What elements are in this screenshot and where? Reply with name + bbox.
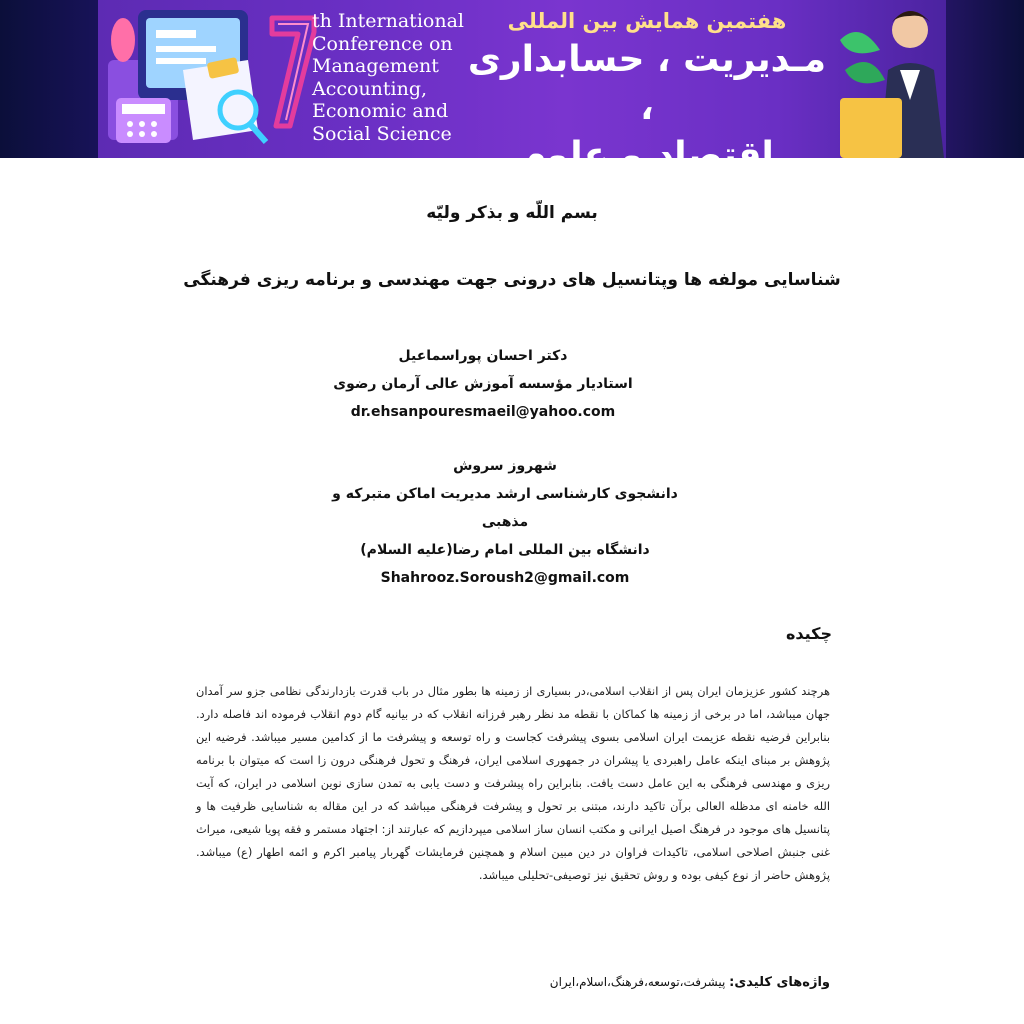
abstract-body: هرچند کشور عزیزمان ایران پس از انقلاب اسلامی،در بسیاری از زمینه ها بطور مثال در باب قدرت بازدارندگی نظامی جزو سر آمدان جهان میباشد، اما در برخی از زمینه ها کماکان با نقطه مد نظر رهبر فرزانه انقلاب که در بیانیه گام دوم انقلاب فرموده اند فاصله دارد. بنابراین فرضیه نقطه عزیمت ایران اسلامی بسوی پیشرفت کجاست و راه توسعه و پیشرفت ما از کدامین مسیر میباشد. فرضیه این پژوهش بر مبنای اینکه عامل راهبردی یا پیشران در جمهوری اسلامی ایران، فرهنگ و تحول فرهنگی درون زا است که میتوان با برنامه ریزی و مهندسی فرهنگی به این عامل دست یافت. بنابراین راه پیشرفت و دست یابی به تمدن سازی نوین اسلامی در ایران، که آیت الله خامنه ای مدظله العالی برآن تاکید دارند، مبتنی بر تحول و پیشرفت فرهنگی میباشد که در این مقاله به شناسایی ظرفیت ها و پتانسیل های موجود در فرهنگ اصیل ایرانی و مکتب انسان ساز اسلامی میپردازیم که عبارتند از: اجتهاد مستمر و فقه پویا شیعی، میراث غنی جنبش اصلاحی اسلامی، تاکیدات فراوان در دین مبین اسلام و همچنین فرمایشات گهربار پیامبر اکرم و ائمه اطهار (ع) میباشد. پژوهش حاضر از نوع کیفی بوده و روش تحقیق نیز توصیفی-تحلیلی میباشد. (196, 684, 830, 882)
author-2-affiliation-2: دانشگاه بین المللی امام رضا(علیه السلام) (360, 542, 650, 558)
keywords-label: واژه‌های کلیدی: (729, 975, 830, 990)
author-2-email: Shahrooz.Soroush2@gmail.com (380, 570, 630, 586)
author-2-block (330, 452, 680, 592)
abstract-heading: چکیده (785, 624, 832, 643)
bismillah-heading: بسم اللّه و بذکر ولیّه (426, 203, 598, 223)
author-2-name: شهروز سروش (453, 458, 557, 474)
author-1-email: dr.ehsanpouresmaeil@yahoo.com (350, 404, 616, 420)
fa-title-line-2: مـدیریت ، حسابداری ، (467, 39, 827, 128)
conference-persian-title (462, 6, 832, 228)
en-line: Social Science (312, 122, 452, 145)
conference-english-title (312, 10, 462, 145)
keywords-line (550, 975, 830, 990)
keywords-list: پیشرفت،توسعه،فرهنگ،اسلام،ایران (549, 975, 726, 989)
author-1-affiliation: استادیار مؤسسه آموزش عالی آرمان رضوی (333, 376, 633, 392)
en-line: Accounting, (312, 77, 428, 100)
en-line: Management (312, 55, 439, 77)
accounting-illustration-icon (98, 0, 288, 158)
fa-title-line-1: هفتمین همایش بین المللی (507, 9, 787, 33)
person-with-laptop-icon (840, 0, 950, 158)
author-1-name: دکتر احسان پوراسماعیل (398, 348, 568, 364)
seven-numeral-icon (268, 12, 318, 132)
en-line: Economic and (312, 100, 449, 122)
author-1-block (330, 342, 636, 426)
author-2-affiliation: دانشجوی کارشناسی ارشد مدیریت اماکن متبرکه و مذهبی (332, 486, 678, 530)
en-line: th International (312, 10, 464, 32)
paper-title: شناسایی مولفه ها وپتانسیل های درونی جهت مهندسی و برنامه ریزی فرهنگی (183, 270, 841, 290)
fa-title-line-3: اقتصاد و علوم اجتماعی (520, 135, 774, 224)
en-line: Conference on (312, 32, 453, 55)
